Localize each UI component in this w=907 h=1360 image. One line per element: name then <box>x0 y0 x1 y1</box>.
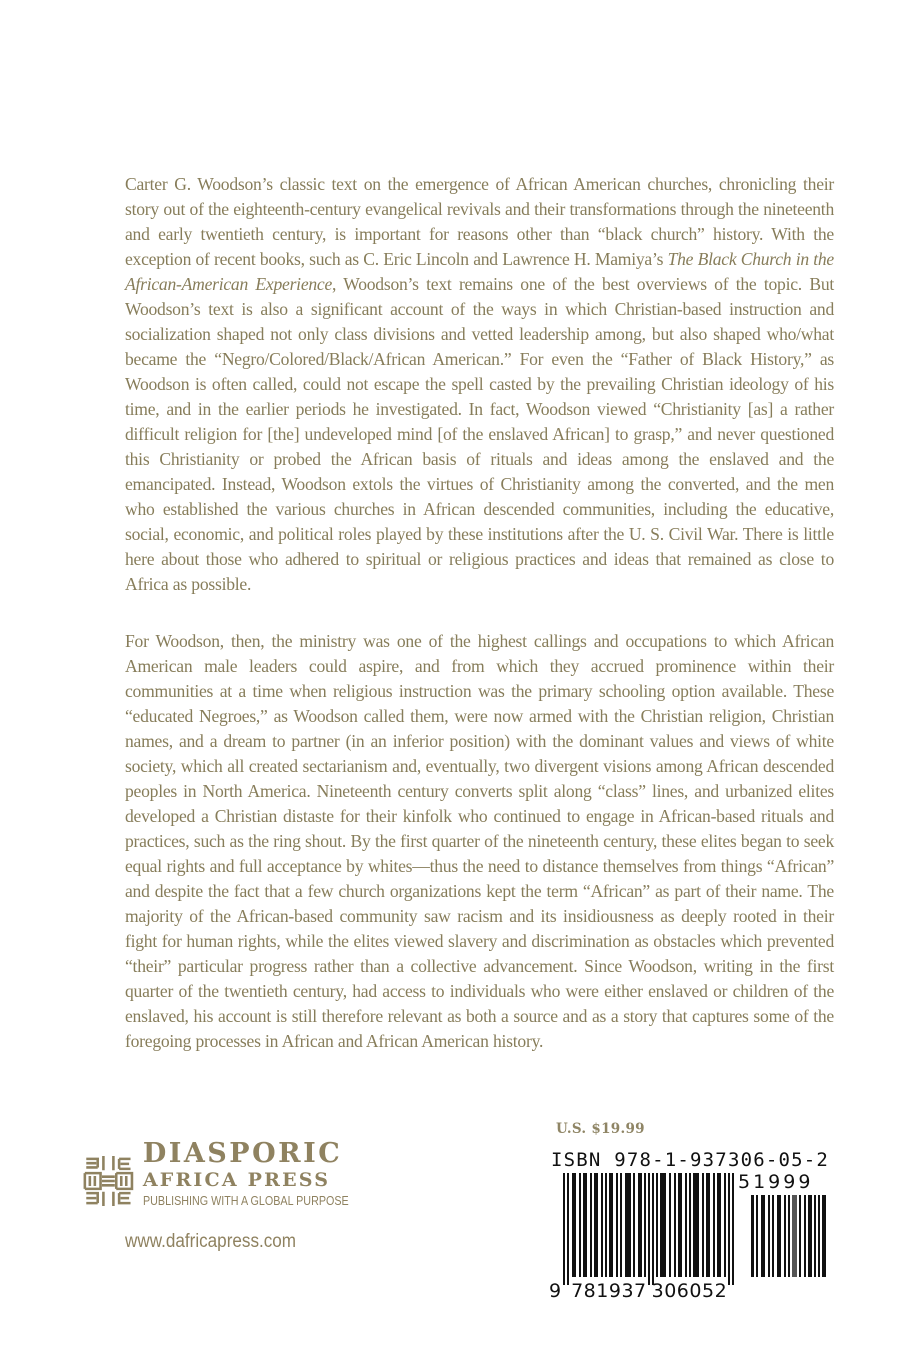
publisher-wordmark <box>143 1140 382 1208</box>
barcode-addon-digits: 51999 <box>738 1171 814 1193</box>
publisher-name-line1: DIASPORIC <box>142 1138 343 1169</box>
publisher-logo-row <box>82 1140 382 1218</box>
publisher-tagline: PUBLISHING WITH A GLOBAL PURPOSE <box>142 1194 349 1208</box>
ean-group-2: 306052 <box>651 1280 728 1302</box>
publisher-logo <box>82 1140 382 1218</box>
blurb-paragraph-2 <box>125 629 834 1054</box>
isbn-barcode-icon <box>563 1173 833 1285</box>
barcode-ean-digits <box>549 1280 727 1302</box>
isbn-label: ISBN 978-1-937306-05-2 <box>551 1149 830 1171</box>
ean-group-1: 781937 <box>571 1280 647 1302</box>
publisher-name-line2: AFRICA PRESS <box>142 1169 331 1191</box>
back-cover-blurb <box>125 172 834 1086</box>
price-label: U.S. $19.99 <box>556 1121 645 1137</box>
blurb-text: Carter G. Woodson’s classic text on the emergence of African American churches, chronicling their story out of the eighteenth-century evangelical revivals and their transformations through the nineteenth and early twentieth century, is important for reasons other than “black church” history. With the exception of recent books, such as C. Eric Lincoln and Lawrence H. Mamiya’s <box>125 174 834 269</box>
publisher-website: www.dafricapress.com <box>125 1231 297 1252</box>
blurb-text: For Woodson, then, the ministry was one of the highest callings and occupations to which African American male leaders could aspire, and from which they accrued prominence within their communities at a time when religious instruction was the primary schooling option available. These “educated Negroes,” as Woodson called them, were now armed with the Christian religion, Christian names, and a dream to partner (in an inferior position) with the dominant values and views of white society, which all created sectarianism and, eventually, two divergent visions among African descended peoples in North America. Nineteenth century converts split along “class” lines, and urbanized elites developed a Christian distaste for their kinfolk who continued to engage in African-based rituals and practices, such as the ring shout. By the first quarter of the nineteenth century, these elites began to seek equal rights and full acceptance by whites—thus the need to distance themselves from things “African” and despite the fact that a few church organizations kept the term “African” as part of their name. The majority of the African-based community saw racism and its insidiousness as deeply rooted in their fight for human rights, while the elites viewed slavery and discrimination as obstacles which prevented “their” particular progress rather than a collective advancement. Since Woodson, writing in the first quarter of the twentieth century, had access to individuals who were either enslaved or children of the enslaved, his account is still therefore relevant as both a source and as a story that captures some of the foregoing processes in African and African American history. <box>125 631 834 1051</box>
diasporic-africa-press-emblem-icon <box>82 1144 135 1218</box>
blurb-paragraph-1 <box>125 172 834 597</box>
ean-lead-digit: 9 <box>549 1280 562 1302</box>
blurb-text: , Woodson’s text remains one of the best overviews of the topic. But Woodson’s text is also a significant account of the ways in which Christian-based instruction and socialization shaped not only class divisions and vetted leadership among, but also shaped who/what became the “Negro/Colored/Black/African American.” For even the “Father of Black History,” as Woodson is often called, could not escape the spell casted by the prevailing Christian ideology of his time, and in the earlier periods he investigated. In fact, Woodson viewed “Christianity [as] a rather difficult religion for [the] undeveloped mind [of the enslaved African] to grasp,” and never questioned this Christianity or probed the African basis of rituals and ideas among the enslaved and the emancipated. Instead, Woodson extols the virtues of Christianity among the converted, and the men who established the various churches in African descended communities, including the educative, social, economic, and political roles played by these institutions after the U. S. Civil War. There is little here about those who adhered to spiritual or religious practices and ideas that remained as close to Africa as possible. <box>125 274 834 594</box>
book-title-citation: The Black Church in the African-American Experience <box>125 249 834 294</box>
